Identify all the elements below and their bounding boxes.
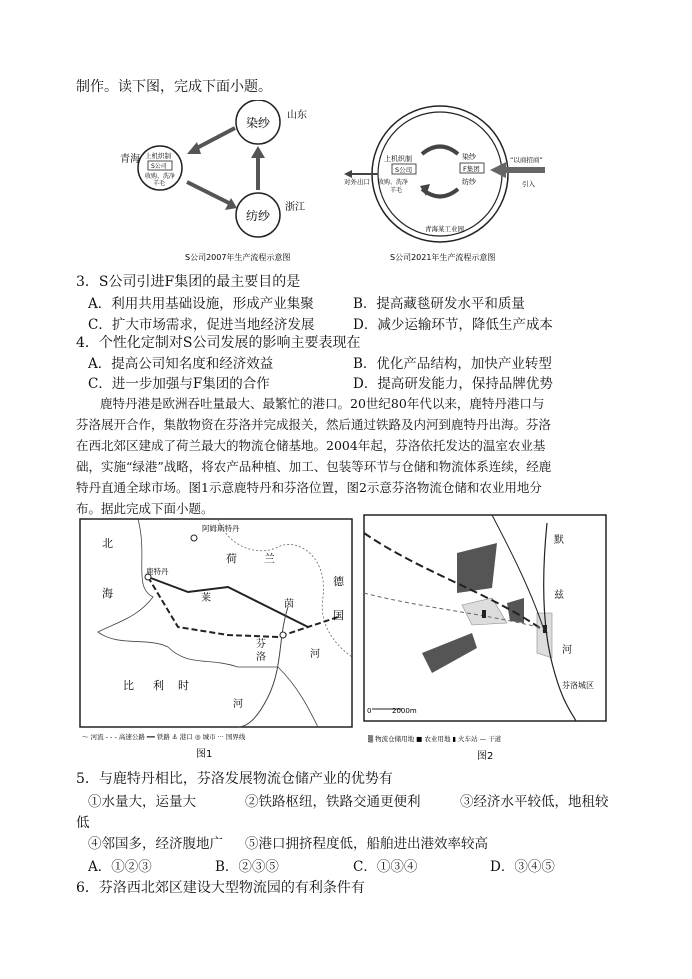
q3-option-d[interactable]: D．减少运输环节，降低生产成本 [353,317,553,333]
node-rans: 染纱 [245,116,271,130]
map2-scale-zero: 0 [367,707,372,715]
intro-text: 制作。读下图，完成下面小题。 [76,79,272,95]
passage-line-1: 鹿特丹港是欧洲吞吐量最大、最繁忙的港口。20世纪80年代以来，鹿特丹港口与 [100,396,545,411]
map-figure-1 [78,517,356,762]
map2-mo: 默 [554,535,564,546]
q5-option-c[interactable]: C．①③④ [353,859,418,875]
map1-yin: 茵 [284,599,294,610]
map1-de: 德 [333,575,344,588]
left-box: S公司 [395,166,413,174]
map1-legend: ～ 河流 - - - 高速公路 ━━ 铁路 ⚓ 港口 ◎ 城市 ··· 国界线 [82,733,246,741]
map1-li: 利 [153,679,164,692]
map1-bi: 比 [123,679,134,692]
q5-statement-2: ②铁路枢纽，铁路交通更便利 [245,794,421,810]
label-qinghai: 青海 [120,154,140,165]
q5-option-a[interactable]: A．①②③ [88,859,152,875]
map1-caption: 图1 [196,749,213,760]
map1-river-2: 河 [233,699,243,710]
right-box: F集团 [463,165,480,173]
q5-option-b[interactable]: B．②③⑤ [215,859,279,875]
q3-option-b[interactable]: B．提高藏毯研发水平和质量 [353,296,525,312]
q5-stem: 5．与鹿特丹相比，芬洛发展物流仓储产业的优势有 [76,771,393,787]
map1-amsterdam: 阿姆斯特丹 [202,524,240,533]
passage-line-2: 芬洛展开合作，集散物资在芬洛并完成报关，然后通过铁路及内河到鹿特丹出海。芬洛 [76,417,552,432]
figure-2021-flow [340,104,570,264]
box-sub2: 羊毛 [153,180,166,187]
q5-statement-1: ①水量大，运量大 [88,794,196,810]
q5-statement-5: ⑤港口拥挤程度低，船舶进出港效率较高 [245,836,488,852]
map1-fen: 芬 [256,639,266,650]
export-label: 对外出口 [344,178,370,186]
node-fangs: 纺纱 [245,209,271,223]
map2-caption: 图2 [477,751,494,762]
label-shandong: 山东 [287,110,307,121]
right-top: 染纱 [462,153,476,161]
invite-label: “以商招商” [510,156,543,164]
passage-line-5: 特丹直通全球市场。图1示意鹿特丹和芬洛位置，图2示意芬洛物流仓储和农业用地分 [76,480,542,495]
map2-legend: ▒ 物流仓储用地 ■ 农业用地 ▮ 火车站 — 干道 [368,735,502,743]
figure-2007-flow [115,100,365,270]
q5-statement-3: ③经济水平较低，地租较 [460,794,609,810]
q4-stem: 4．个性化定制对S公司发展的影响主要表现在 [76,335,361,351]
map2-zi: 兹 [554,590,564,601]
box-title: 上机织制 [145,152,171,160]
box-sub1: 收购、洗净 [145,173,176,180]
q4-option-a[interactable]: A．提高公司知名度和经济效益 [88,356,274,372]
map1-north: 北 [102,537,113,550]
box-inner: S公司 [151,163,167,170]
map1-shi: 时 [178,679,189,692]
map2-he: 河 [562,645,572,656]
left-sub1: 收购、洗净 [378,179,409,186]
q4-option-b[interactable]: B．优化产品结构，加快产业转型 [353,356,552,372]
q5-option-d[interactable]: D．③④⑤ [490,859,555,875]
caption-2021: S公司2021年生产流程示意图 [390,253,496,262]
map-figure-2 [362,513,608,763]
passage-line-6: 布。据此完成下面小题。 [76,501,214,516]
map2-city: 芬洛城区 [562,681,594,690]
map1-rotterdam: 鹿特丹 [146,567,169,576]
map1-sea: 海 [102,587,113,600]
map1-luo: 洛 [256,652,266,663]
right-bottom: 纺纱 [462,178,476,186]
map1-lan: 兰 [264,552,275,565]
map1-lai: 莱 [201,593,211,604]
q4-option-c[interactable]: C．进一步加强与F集团的合作 [88,376,270,392]
q5-statement-3-cont: 低 [76,815,90,831]
map2-scale: 2000m [392,707,417,715]
map1-guo: 国 [333,609,344,622]
passage-line-3: 在西北郊区建成了荷兰最大的物流仓储基地。2004年起，芬洛依托发达的温室农业基 [76,438,546,453]
q3-option-a[interactable]: A．利用共用基础设施，形成产业集聚 [88,296,314,312]
q6-stem: 6．芬洛西北郊区建设大型物流园的有利条件有 [76,880,365,896]
q3-option-c[interactable]: C．扩大市场需求，促进当地经济发展 [88,317,315,333]
q4-option-d[interactable]: D．提高研发能力，保持品牌优势 [353,376,553,392]
label-zhejiang: 浙江 [285,202,305,213]
map1-he: 荷 [226,552,237,565]
q3-stem: 3．S公司引进F集团的最主要目的是 [76,274,301,290]
left-sub2: 羊毛 [390,187,403,194]
left-title: 上机织制 [384,155,412,163]
passage-line-4: 础，实施“绿港”战略，将农产品种植、加工、包装等环节与仓储和物流体系连续，经鹿 [76,459,552,474]
park-label: 青海某工业园 [425,225,464,233]
q5-statement-4: ④邻国多，经济腹地广 [88,836,223,852]
caption-2007: S公司2007年生产流程示意图 [185,253,291,262]
map1-river-1: 河 [310,649,320,660]
invite-label-2: 引入 [522,180,535,188]
